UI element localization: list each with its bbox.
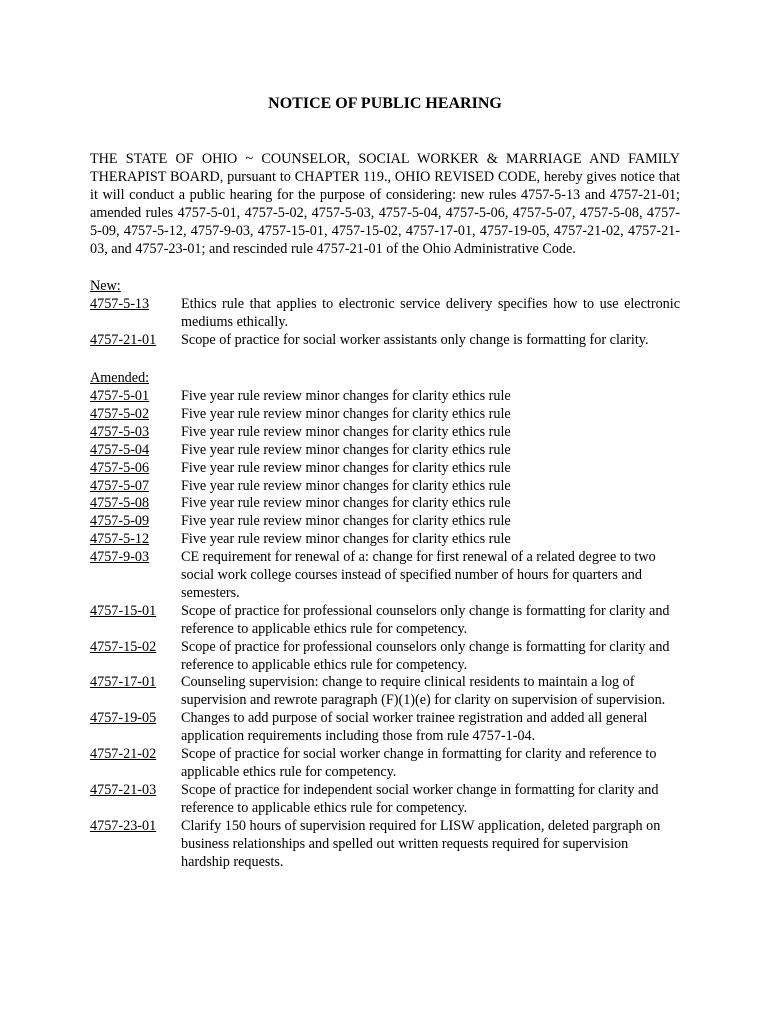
rule-number: 4757-5-08 [90,495,150,512]
rule-description: Scope of practice for professional counselors only change is formatting for clarity and reference to applicable ethics rule for competency. [181,602,670,637]
new-rules-heading: New: [90,278,121,295]
rule-number: 4757-9-03 [90,549,150,566]
rule-description: Changes to add purpose of social worker trainee registration and added all general application requirements including those from rule 4757-1-04. [181,710,648,745]
rule-number: 4757-5-01 [90,387,150,404]
rule-row [90,710,680,746]
rule-number: 4757-21-02 [90,746,157,763]
rule-row [90,460,680,478]
rule-row [90,746,680,782]
rule-row [90,406,680,424]
rule-description: Five year rule review minor changes for clarity ethics rule [181,441,511,458]
rule-description: Clarify 150 hours of supervision required for LISW application, deleted pargraph on business relationships and spelled out written requests required for supervision hardship requests. [181,817,661,870]
rule-description: Five year rule review minor changes for clarity ethics rule [181,495,511,512]
rule-number: 4757-5-04 [90,441,150,458]
intro-paragraph: THE STATE OF OHIO ~ COUNSELOR, SOCIAL WORKER & MARRIAGE AND FAMILY THERAPIST BOARD, pursuant to CHAPTER 119., OHIO REVISED CODE, hereby gives notice that it will conduct a public hearing for the purpose of considering: new rules 4757-5-13 and 4757-21-01; amended rules 4757-5-01, 4757-5-02, 4757-5-03, 4757-5-04, 4757-5-06, 4757-5-07, 4757-5-08, 4757-5-09, 4757-5-12, 4757-9-03, 4757-15-01, 4757-15-02, 4757-17-01, 4757-19-05, 4757-21-02, 4757-21-03, and 4757-23-01; and rescinded rule 4757-21-01 of the Ohio Administrative Code. [90,151,680,257]
rule-number: 4757-5-07 [90,477,150,494]
rule-description: Five year rule review minor changes for clarity ethics rule [181,423,511,440]
rule-description: Five year rule review minor changes for clarity ethics rule [181,513,511,530]
rule-description: Scope of practice for professional counselors only change is formatting for clarity and reference to applicable ethics rule for competency. [181,638,670,673]
rule-number: 4757-21-03 [90,781,157,798]
rule-number: 4757-5-02 [90,405,150,422]
rule-number: 4757-5-13 [90,296,150,313]
rule-row [90,495,680,513]
rule-description: Scope of practice for independent social worker change in formatting for clarity and reference to applicable ethics rule for competency. [181,781,659,816]
rule-row [90,513,680,531]
rule-number: 4757-17-01 [90,674,157,691]
rule-description: Five year rule review minor changes for clarity ethics rule [181,531,511,548]
rule-row [90,388,680,406]
rule-number: 4757-5-09 [90,513,150,530]
page-title: NOTICE OF PUBLIC HEARING [268,95,502,112]
rule-number: 4757-5-03 [90,423,150,440]
rule-row [90,332,680,350]
rule-row [90,424,680,442]
rule-number: 4757-5-06 [90,459,150,476]
rule-description: Scope of practice for social worker change in formatting for clarity and reference to applicable ethics rule for competency. [181,746,657,780]
rule-row [90,603,680,639]
rule-row [90,674,680,710]
rule-row [90,478,680,496]
rule-description: Ethics rule that applies to electronic service delivery specifies how to use electronic mediums ethically. [181,296,680,331]
amended-rules-section [90,370,680,871]
document-page [90,94,680,871]
rule-row [90,549,680,603]
rule-number: 4757-5-12 [90,531,150,548]
rule-description: Five year rule review minor changes for clarity ethics rule [181,405,511,422]
rule-row [90,818,680,872]
rule-row [90,442,680,460]
rule-number: 4757-21-01 [90,332,157,349]
rule-row [90,531,680,549]
rule-number: 4757-23-01 [90,817,157,834]
rule-description: Counseling supervision: change to require clinical residents to maintain a log of supervision and rewrote paragraph (F)(1)(e) for clarity on supervision of supervision. [181,674,666,709]
amended-rules-heading: Amended: [90,370,150,387]
rule-row [90,639,680,675]
rule-row [90,296,680,332]
rule-number: 4757-15-02 [90,638,157,655]
new-rules-section [90,278,680,350]
rule-description: CE requirement for renewal of a: change for first renewal of a related degree to two social work college courses instead of specified number of hours for quarters and semesters. [181,549,656,601]
rule-description: Five year rule review minor changes for clarity ethics rule [181,387,511,404]
rule-description: Five year rule review minor changes for clarity ethics rule [181,459,511,476]
rule-number: 4757-19-05 [90,710,157,727]
rule-number: 4757-15-01 [90,602,157,619]
rule-description: Scope of practice for social worker assistants only change is formatting for clarity. [181,332,649,349]
rule-description: Five year rule review minor changes for clarity ethics rule [181,477,511,494]
rule-row [90,782,680,818]
